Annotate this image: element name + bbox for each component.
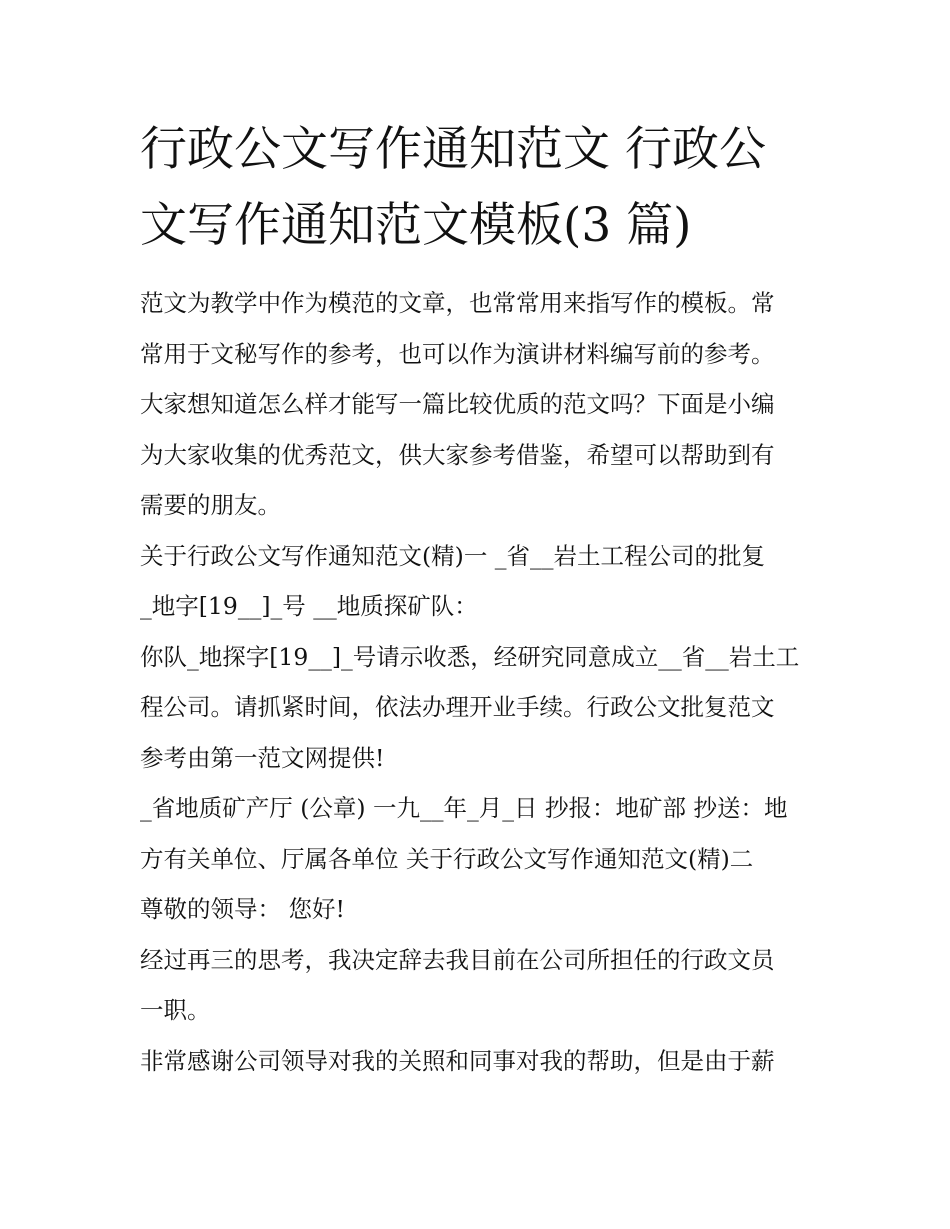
text-line: 关于行政公文写作通知范文(精)一 _省__岩土工程公司的批复 [140,541,766,570]
text-line: 参考由第一范文网提供! [140,743,385,772]
document-body [140,278,820,1086]
text-line: 需要的朋友。 [140,491,281,519]
text-line: 尊敬的领导： 您好! [140,895,345,923]
text-line: 范文为教学中作为模范的文章，也常常用来指写作的模板。常 [140,289,775,317]
title-line: 行政公文写作通知范文 行政公 [140,122,766,177]
paragraph-signature [140,783,820,935]
text-line: 你队_地探字[19__]_号请示收悉，经研究同意成立__省__岩土工 [140,642,800,671]
paragraph-resignation [140,935,820,1036]
text-line: 常用于文秘写作的参考，也可以作为演讲材料编写前的参考。 [140,339,775,368]
document-title [140,112,820,264]
text-line: 经过再三的思考，我决定辞去我目前在公司所担任的行政文员 [140,945,775,974]
text-line: 非常感谢公司领导对我的关照和同事对我的帮助，但是由于薪 [140,1046,775,1075]
paragraph-reply-heading [140,531,820,632]
text-line: 方有关单位、厅属各单位 关于行政公文写作通知范文(精)二 [140,844,754,873]
text-line: 为大家收集的优秀范文，供大家参考借鉴，希望可以帮助到有 [140,440,775,469]
paragraph-intro [140,278,820,531]
text-line: 程公司。请抓紧时间，依法办理开业手续。行政公文批复范文 [140,693,775,721]
paragraph-reply-body [140,632,820,784]
text-line: _省地质矿产厅 (公章) 一九__年_月_日 抄报：地矿部 抄送：地 [140,794,788,822]
paragraph-thanks [140,1036,820,1087]
title-line: 文写作通知范文模板(3 篇) [140,198,692,253]
text-line: 一职。 [140,996,211,1024]
text-line: 大家想知道怎么样才能写一篇比较优质的范文吗？下面是小编 [140,390,775,418]
text-line: _地字[19__]_号 __地质探矿队： [140,592,478,620]
